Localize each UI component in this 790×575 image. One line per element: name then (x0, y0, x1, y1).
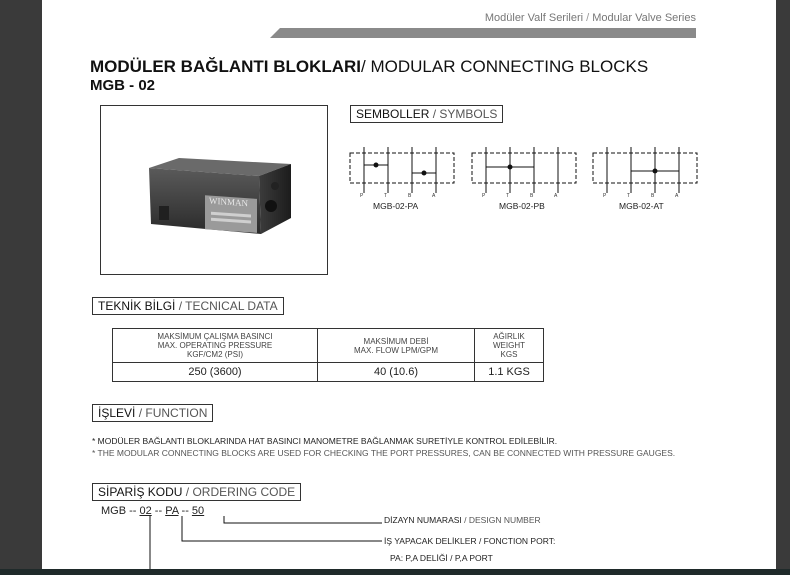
function-note-en: * THE MODULAR CONNECTING BLOCKS ARE USED FOR CHECKING THE PORT PRESSURES, CAN BE CONNECTED WITH PRESSURE GAUGES. (92, 448, 676, 458)
header-line: MAX. OPERATING PRESSURE (157, 341, 273, 350)
ordering-heading-en: / ORDERING CODE (182, 485, 296, 499)
header-line: AĞIRLIK (493, 332, 525, 341)
symbol-pa (348, 145, 456, 202)
symbol-caption-at: MGB-02-AT (619, 201, 664, 211)
code-design: 50 (191, 505, 205, 517)
series-tr: Modüler Valf Serileri (484, 12, 584, 24)
header-line: MAKSİMUM ÇALIŞMA BASINCI (157, 332, 273, 341)
port-label: B (651, 193, 655, 197)
table-cell: 40 (10.6) (318, 363, 475, 382)
model-title: MGB - 02 (90, 77, 156, 94)
code-port: PA (165, 505, 179, 517)
header-band (270, 28, 696, 38)
ordering-heading-tr: SİPARİŞ KODU (98, 485, 183, 499)
port-label: A (432, 193, 436, 197)
code-size: 02 (139, 505, 152, 517)
symbol-pb (470, 145, 578, 202)
series-sep: / (583, 12, 593, 24)
symbols-heading (350, 105, 503, 123)
symbols-heading-tr: SEMBOLLER (356, 107, 430, 121)
design-label-en: / DESIGN NUMBER (461, 515, 541, 525)
symbols-heading-en: / SYMBOLS (429, 107, 498, 121)
port-label: P (360, 193, 364, 197)
technical-heading (92, 297, 284, 315)
port-label: T (384, 193, 388, 197)
bottom-bar (0, 569, 790, 575)
page-title (90, 57, 648, 77)
port-label: T (506, 193, 510, 197)
technical-heading-en: / TECNICAL DATA (175, 299, 278, 313)
valve-block-image (101, 106, 327, 274)
symbol-caption-pb: MGB-02-PB (499, 201, 545, 211)
port-label: A (554, 193, 558, 197)
function-port-label: İŞ YAPACAK DELİKLER / FONCTION PORT: (384, 536, 556, 546)
header-line: KGS (500, 350, 518, 359)
port-label: P (482, 193, 486, 197)
header-line: MAKSİMUM DEBİ (363, 336, 429, 346)
title-tr: MODÜLER BAĞLANTI BLOKLARI (90, 57, 362, 76)
port-label: B (408, 193, 412, 197)
port-label: A (675, 193, 679, 197)
table-cell: 1.1 KGS (475, 363, 544, 382)
ordering-leader-lines (142, 515, 402, 569)
brand-logo: WINMAN (209, 195, 248, 209)
design-label-tr: DİZAYN NUMARASI (384, 515, 462, 525)
function-heading-en: / FUNCTION (135, 406, 208, 420)
code-sep: -- (178, 505, 192, 517)
series-header (485, 12, 696, 24)
hydraulic-symbol-pb-icon (470, 145, 578, 197)
title-en: / MODULAR CONNECTING BLOCKS (361, 57, 649, 76)
function-heading (92, 404, 213, 422)
port-label: B (530, 193, 534, 197)
code-prefix: MGB -- (101, 505, 140, 517)
hydraulic-symbol-pa-icon (348, 145, 456, 197)
catalog-page (42, 0, 776, 569)
design-number-label (384, 515, 541, 525)
function-note-tr: * MODÜLER BAĞLANTI BLOKLARINDA HAT BASINCI MANOMETRE BAĞLANMAK SURETİYLE KONTROL EDİLEBİLİR. (92, 436, 558, 446)
ordering-heading (92, 483, 301, 501)
header-line: MAX. FLOW LPM/GPM (353, 345, 438, 355)
function-port-detail: PA: P,A DELİĞİ / P,A PORT (390, 553, 493, 563)
code-sep: -- (151, 505, 166, 517)
header-line: KGF/CM2 (PSI) (186, 350, 243, 359)
function-heading-tr: İŞLEVİ (98, 406, 136, 420)
product-photo (100, 105, 328, 275)
table-header-row (113, 329, 544, 363)
port-label: P (603, 193, 607, 197)
symbol-caption-pa: MGB-02-PA (373, 201, 419, 211)
table-header-cell (318, 329, 475, 363)
series-en: Modular Valve Series (592, 12, 696, 24)
technical-heading-tr: TEKNİK BİLGİ (98, 299, 176, 313)
table-cell: 250 (3600) (113, 363, 318, 382)
table-row (113, 363, 544, 382)
symbol-at (591, 145, 699, 202)
header-line: WEIGHT (493, 341, 525, 350)
hydraulic-symbol-at-icon (591, 145, 699, 197)
table-header-cell (475, 329, 544, 363)
technical-table (112, 328, 544, 382)
table-header-cell (113, 329, 318, 363)
port-label: T (627, 193, 631, 197)
